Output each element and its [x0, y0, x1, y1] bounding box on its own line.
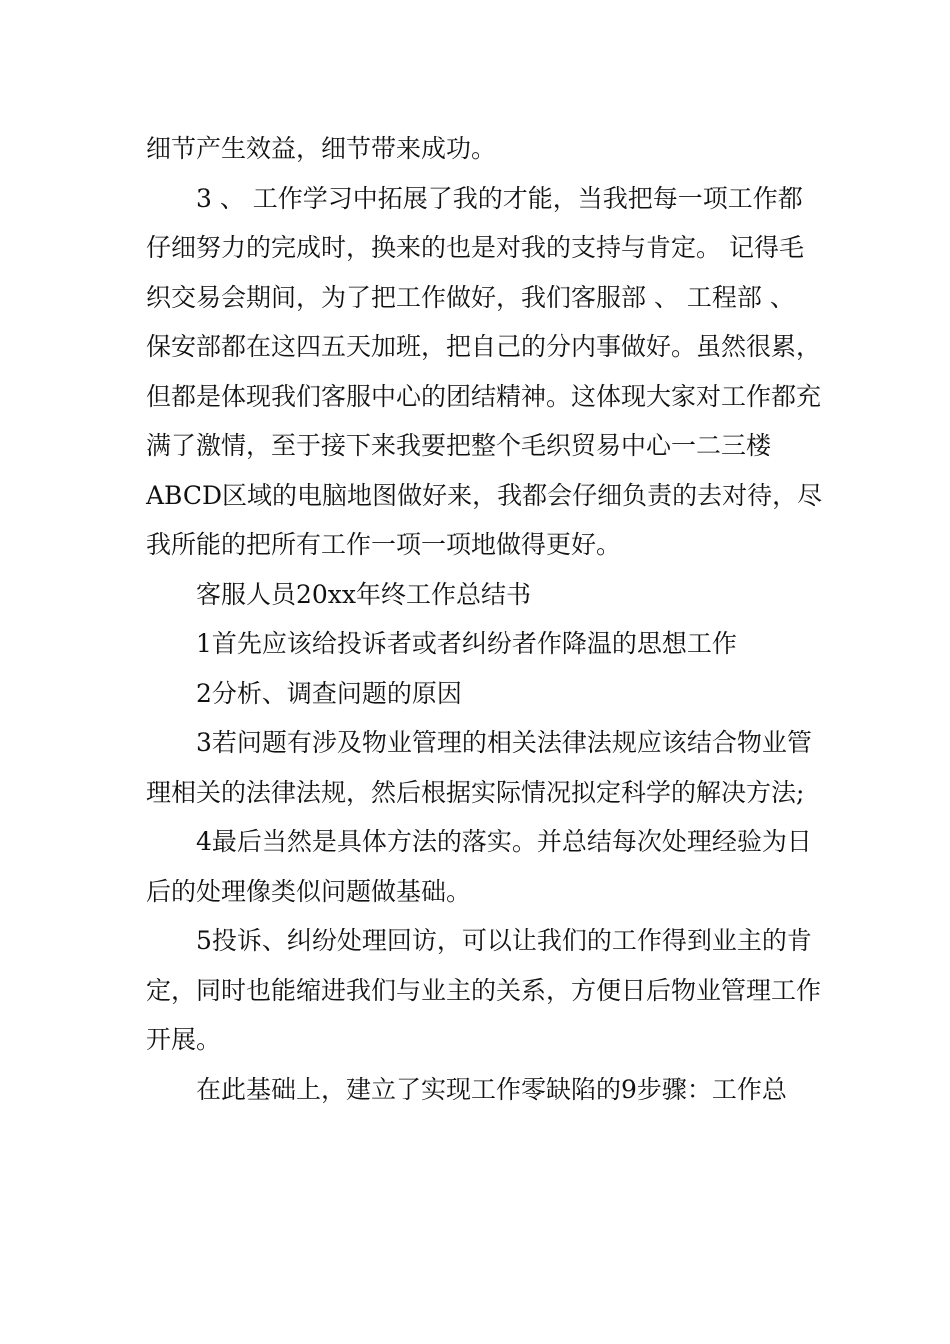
list-item-4: 4最后当然是具体方法的落实。并总结每次处理经验为日后的处理像类似问题做基础。 — [146, 827, 812, 906]
paragraph-1: 细节产生效益，细节带来成功。 — [146, 134, 497, 163]
document-body — [146, 124, 826, 1114]
list-item-5: 5投诉、纠纷处理回访，可以让我们的工作得到业主的肯定，同时也能缩进我们与业主的关系，方便日后物业管理工作开展。 — [146, 926, 822, 1054]
list-item-2: 2分析、调查问题的原因 — [196, 678, 462, 708]
list-item-3: 3若问题有涉及物业管理的相关法律法规应该结合物业管理相关的法律法规，然后根据实际情况拟定科学的解决方法; — [146, 728, 812, 807]
section-title: 客服人员20xx年终工作总结书 — [196, 579, 532, 609]
paragraph-final: 在此基础上，建立了实现工作零缺陷的9步骤：工作总 — [196, 1074, 787, 1104]
list-item-1: 1首先应该给投诉者或者纠纷者作降温的思想工作 — [196, 629, 737, 658]
paragraph-2: 3 、 工作学习中拓展了我的才能，当我把每一项工作都仔细努力的完成时，换来的也是对我的支持与肯定。 记得毛织交易会期间，为了把工作做好，我们客服部 、 工程部 、 保安部都在这四五天加班，把自己的分内事做好。虽然很累，但都是体现我们客服中心的团结精神。这体现大家对工作都充满了激情，至于接下来我要把整个毛织贸易中心一二三楼ABCD区域的电脑地图做好来，我都会仔细负责的去对待，尽我所能的把所有工作一项一项地做得更好。 — [146, 183, 823, 559]
